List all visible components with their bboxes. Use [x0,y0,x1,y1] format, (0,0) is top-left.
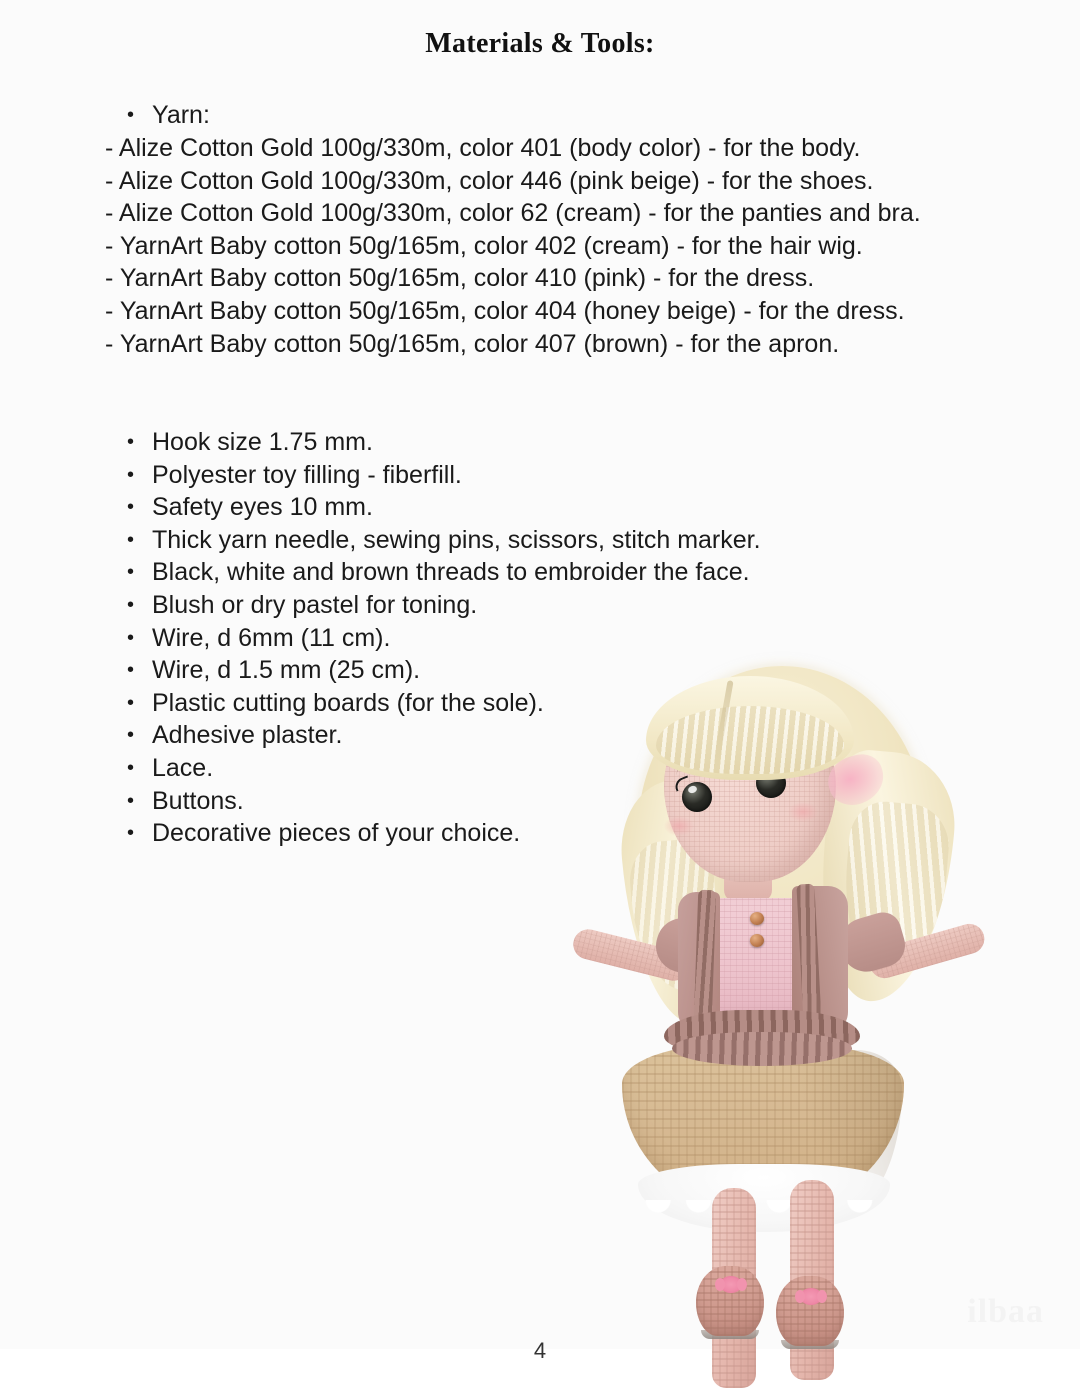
yarn-section [105,99,935,360]
bullet-icon: • [127,659,135,682]
blush-left [664,816,694,836]
yarn-item: - Alize Cotton Gold 100g/330m, color 446 (pink beige) - for the shoes. [105,166,874,195]
blush-right [788,802,818,822]
list-item [105,459,905,492]
list-item-label: Lace. [152,753,214,782]
page-title: Materials & Tools: [425,28,655,59]
shoe-right [776,1276,844,1346]
bullet-icon: • [127,626,135,649]
photo-watermark: ilbaa [967,1293,1044,1330]
list-item [105,426,905,459]
bullet-icon: • [127,593,135,616]
bullet-icon: • [127,496,135,519]
yarn-item: - YarnArt Baby cotton 50g/165m, color 407 (brown) - for the apron. [105,329,840,358]
page-number: 4 [533,1338,547,1363]
list-item-label: Wire, d 6mm (11 cm). [152,623,391,652]
bullet-icon: • [127,789,135,812]
bullet-icon: • [127,431,135,453]
list-item [105,589,905,622]
apron-waist-ruffle-lower [672,1032,852,1066]
dress-button [750,912,764,925]
yarn-item: - YarnArt Baby cotton 50g/165m, color 402 (cream) - for the hair wig. [105,231,863,260]
yarn-item: - YarnArt Baby cotton 50g/165m, color 404 (honey beige) - for the dress. [105,296,905,325]
list-item-label: Safety eyes 10 mm. [152,493,373,522]
bullet-icon: • [127,691,135,714]
list-item-label: Black, white and brown threads to embroider the face. [152,558,750,587]
list-item [105,524,905,557]
bullet-icon: • [127,104,135,126]
dress-button [750,934,764,947]
yarn-item: - Alize Cotton Gold 100g/330m, color 401 (body color) - for the body. [105,134,861,162]
amigurumi-doll-illustration [560,640,1000,1349]
list-item-label: Hook size 1.75 mm. [152,428,373,456]
doll-photo [560,640,1000,1349]
list-item [105,491,905,524]
list-item-label: Decorative pieces of your choice. [152,819,521,848]
list-item-label: Buttons. [152,786,244,815]
list-item-label: Polyester toy filling - fiberfill. [152,460,462,489]
lace-petticoat [638,1164,890,1232]
shoe-texture [776,1276,844,1346]
bullet-icon: • [127,756,135,779]
list-item-label: Adhesive plaster. [152,721,343,750]
bullet-icon: • [127,822,135,845]
yarn-heading [105,99,935,132]
list-item [105,556,905,589]
bullet-icon: • [127,463,135,486]
shoe-bow-right [800,1288,822,1305]
yarn-item: - YarnArt Baby cotton 50g/165m, color 410 (pink) - for the dress. [105,264,815,293]
yarn-item: - Alize Cotton Gold 100g/330m, color 62 (cream) - for the panties and bra. [105,199,921,228]
list-item-label: Wire, d 1.5 mm (25 cm). [152,656,421,685]
list-item-label: Thick yarn needle, sewing pins, scissors, stitch marker. [152,525,761,554]
yarn-heading-label: Yarn: [152,101,210,129]
shoe-bow-left [720,1276,742,1293]
bullet-icon: • [127,561,135,584]
list-item-label: Blush or dry pastel for toning. [152,590,478,619]
bullet-icon: • [127,724,135,747]
list-item-label: Plastic cutting boards (for the sole). [152,688,544,717]
bullet-icon: • [127,528,135,551]
